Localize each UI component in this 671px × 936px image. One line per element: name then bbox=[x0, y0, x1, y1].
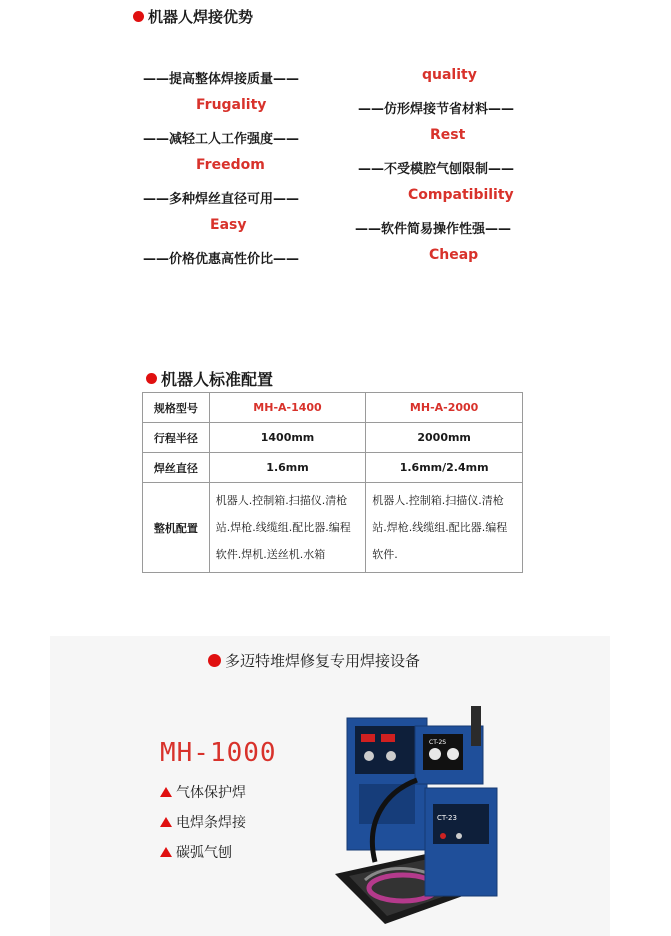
knob-icon bbox=[386, 751, 396, 761]
triangle-icon bbox=[160, 787, 172, 797]
advantage-row-1-left: ——提高整体焊接质量—— bbox=[143, 72, 300, 87]
feature-label: 气体保护焊 bbox=[176, 785, 246, 801]
display bbox=[381, 734, 395, 742]
feature-item bbox=[160, 842, 232, 862]
model-name: MH-1000 bbox=[160, 738, 277, 768]
table-cell-multiline bbox=[209, 483, 366, 573]
advantage-row-3-left: ——减轻工人工作强度—— bbox=[143, 132, 300, 147]
advantage-row-7-right: Cheap bbox=[429, 247, 479, 263]
equipment-title bbox=[208, 650, 420, 671]
feature-label: 电焊条焊接 bbox=[176, 815, 246, 831]
feature-item bbox=[160, 812, 246, 832]
table-cell: 2000mm bbox=[366, 423, 523, 453]
table-header-cell: 规格型号 bbox=[143, 393, 210, 423]
advantages-title bbox=[133, 6, 253, 27]
table-cell: 焊丝直径 bbox=[143, 453, 210, 483]
advantage-row-4-right: ——不受模腔气刨限制—— bbox=[358, 162, 515, 177]
config-line: 机器人.控制箱.扫描仪.清枪 bbox=[372, 494, 504, 507]
advantages-title-text: 机器人焊接优势 bbox=[148, 8, 254, 26]
equipment-title-text: 多迈特堆焊修复专用焊接设备 bbox=[225, 652, 421, 670]
connector-icon bbox=[440, 833, 446, 839]
config-line: 机器人.控制箱.扫描仪.清枪 bbox=[215, 494, 348, 507]
triangle-icon bbox=[160, 847, 172, 857]
advantage-row-7-left: ——价格优惠高性价比—— bbox=[143, 252, 300, 267]
advantage-row-4-left: Freedom bbox=[196, 157, 265, 173]
table-header-cell: MH-A-1400 bbox=[209, 393, 366, 423]
table-header-cell: MH-A-2000 bbox=[366, 393, 523, 423]
advantage-row-6-left: Easy bbox=[210, 217, 247, 233]
dial-icon bbox=[447, 748, 459, 760]
dial-icon bbox=[429, 748, 441, 760]
config-title-text: 机器人标准配置 bbox=[161, 370, 274, 389]
feature-label: 碳弧气刨 bbox=[176, 845, 232, 861]
advantage-row-5-right: Compatibility bbox=[408, 187, 514, 203]
config-line: 站.焊枪.线缆组.配比器.编程 bbox=[215, 521, 351, 534]
red-dot-icon bbox=[208, 654, 221, 667]
config-table bbox=[142, 392, 523, 573]
connector-icon bbox=[456, 833, 462, 839]
table-cell: 1.6mm bbox=[209, 453, 366, 483]
welding-machine-image bbox=[325, 692, 515, 932]
config-line: 软件. bbox=[372, 548, 398, 561]
table-row-full-config bbox=[143, 483, 523, 573]
advantage-row-5-left: ——多种焊丝直径可用—— bbox=[143, 192, 300, 207]
power-source-panel bbox=[355, 726, 419, 774]
side-panel-label: CT-23 bbox=[437, 814, 457, 822]
red-dot-icon bbox=[146, 373, 157, 384]
table-cell: 行程半径 bbox=[143, 423, 210, 453]
advantage-row-2-right: ——仿形焊接节省材料—— bbox=[358, 102, 515, 117]
feeder-handle bbox=[471, 706, 481, 746]
knob-icon bbox=[364, 751, 374, 761]
table-cell-multiline bbox=[366, 483, 523, 573]
advantage-row-1-right: quality bbox=[422, 67, 477, 83]
table-cell: 1.6mm/2.4mm bbox=[366, 453, 523, 483]
table-row bbox=[143, 453, 523, 483]
table-row bbox=[143, 423, 523, 453]
wire-feeder-label: CT-2S bbox=[429, 739, 447, 746]
table-cell: 1400mm bbox=[209, 423, 366, 453]
feature-item bbox=[160, 782, 246, 802]
advantage-row-6-right: ——软件简易操作性强—— bbox=[355, 222, 512, 237]
red-dot-icon bbox=[133, 11, 144, 22]
config-line: 软件.焊机.送丝机.水箱 bbox=[215, 548, 326, 561]
config-line: 站.焊枪.线缆组.配比器.编程 bbox=[372, 521, 508, 534]
triangle-icon bbox=[160, 817, 172, 827]
table-row-header bbox=[143, 393, 523, 423]
advantage-row-3-right: Rest bbox=[430, 127, 466, 143]
table-cell: 整机配置 bbox=[143, 483, 210, 573]
advantage-row-2-left: Frugality bbox=[196, 97, 267, 113]
config-title bbox=[146, 367, 273, 390]
display bbox=[361, 734, 375, 742]
